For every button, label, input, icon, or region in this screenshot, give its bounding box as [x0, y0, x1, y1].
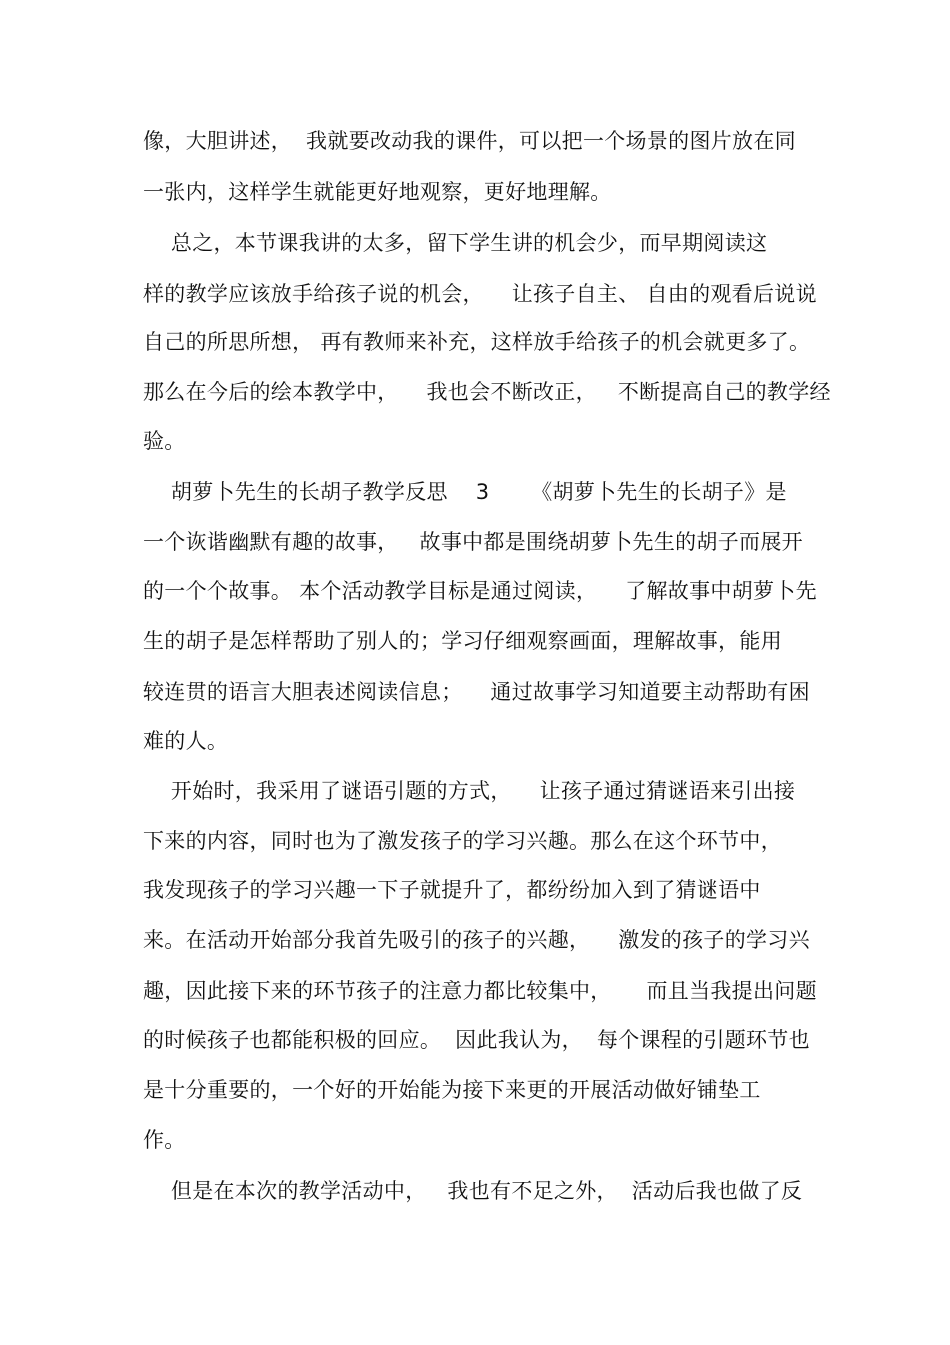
text-line: 我发现孩子的学习兴趣一下子就提升了，都纷纷加入到了猜谜语中 [143, 878, 761, 902]
paragraph-start-line: 胡萝卜先生的长胡子教学反思 3 《胡萝卜先生的长胡子》是 [143, 480, 787, 504]
text-line: 来。在活动开始部分我首先吸引的孩子的兴趣， 激发的孩子的学习兴 [143, 928, 810, 952]
text-line: 自己的所思所想， 再有教师来补充，这样放手给孩子的机会就更多了。 [143, 330, 811, 354]
text-line: 样的教学应该放手给孩子说的机会， 让孩子自主、 自由的观看后说说 [143, 282, 817, 306]
text-line: 的一个个故事。 本个活动教学目标是通过阅读， 了解故事中胡萝卜先 [143, 579, 817, 603]
paragraph-start-line: 总之，本节课我讲的太多，留下学生讲的机会少，而早期阅读这 [143, 231, 768, 255]
text-line: 那么在今后的绘本教学中， 我也会不断改正， 不断提高自己的教学经 [143, 380, 831, 404]
text-line: 下来的内容，同时也为了激发孩子的学习兴趣。那么在这个环节中， [143, 829, 782, 853]
text-line: 一张内，这样学生就能更好地观察，更好地理解。 [143, 180, 612, 204]
text-line: 的时候孩子也都能积极的回应。 因此我认为， 每个课程的引题环节也 [143, 1028, 810, 1052]
text-line: 生的胡子是怎样帮助了别人的；学习仔细观察画面，理解故事，能用 [143, 629, 782, 653]
paragraph-start-line: 但是在本次的教学活动中， 我也有不足之外， 活动后我也做了反 [143, 1179, 803, 1203]
text-line: 较连贯的语言大胆表述阅读信息； 通过故事学习知道要主动帮助有困 [143, 680, 810, 704]
text-line: 一个诙谐幽默有趣的故事， 故事中都是围绕胡萝卜先生的胡子而展开 [143, 530, 803, 554]
text-line: 趣，因此接下来的环节孩子的注意力都比较集中， 而且当我提出问题 [143, 979, 817, 1003]
paragraph-start-line: 开始时，我采用了谜语引题的方式， 让孩子通过猜谜语来引出接 [143, 779, 796, 803]
text-line: 像，大胆讲述， 我就要改动我的课件，可以把一个场景的图片放在同 [143, 129, 796, 153]
text-line: 是十分重要的，一个好的开始能为接下来更的开展活动做好铺垫工 [143, 1078, 761, 1102]
text-line: 难的人。 [143, 729, 229, 753]
text-line: 验。 [143, 429, 186, 453]
text-line: 作。 [143, 1128, 186, 1152]
